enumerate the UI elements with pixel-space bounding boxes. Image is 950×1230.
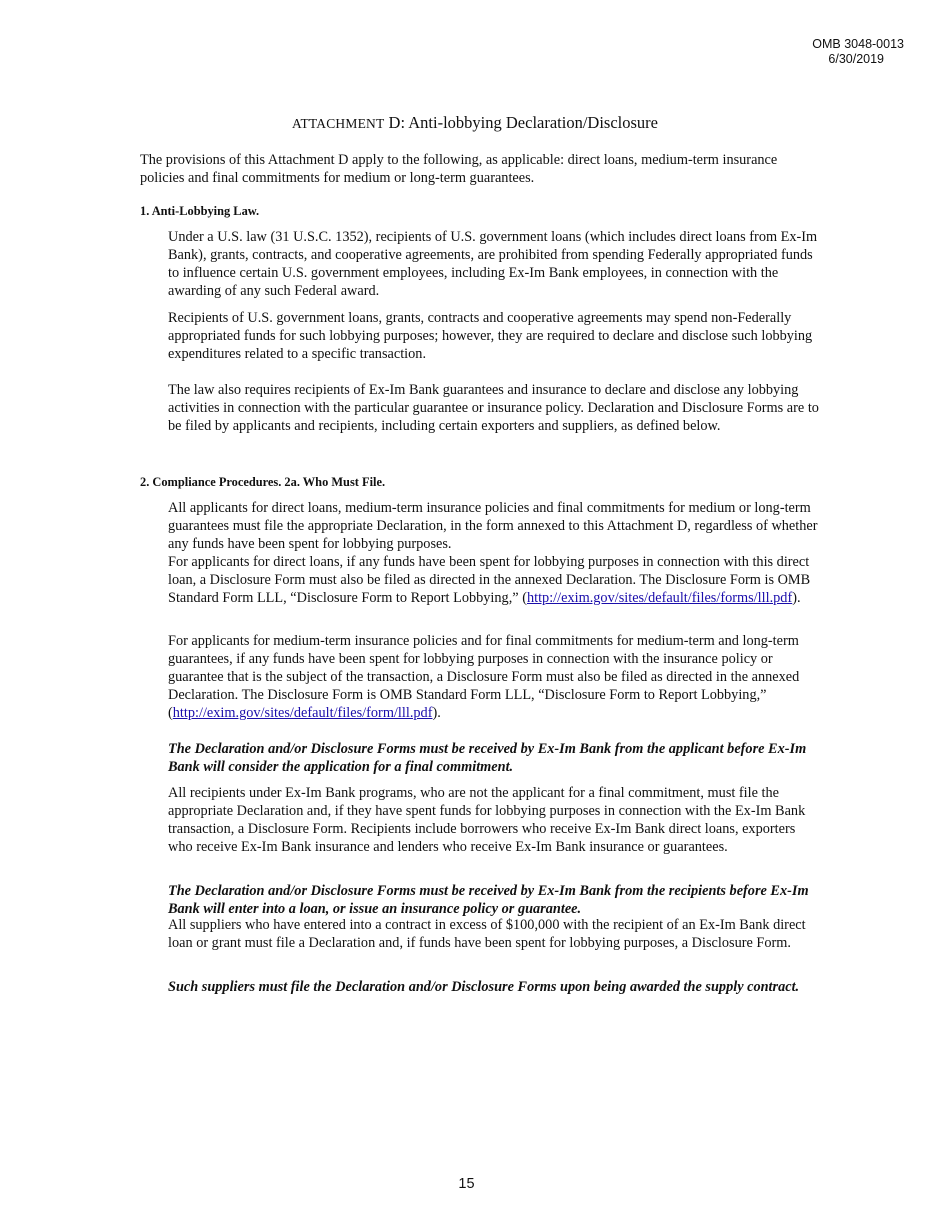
omb-date: 6/30/2019 bbox=[828, 52, 884, 66]
section-2-paragraph-3 bbox=[168, 632, 820, 722]
section-1-paragraph-3: The law also requires recipients of Ex-Im Bank guarantees and insurance to declare and disclose any lobbying activities in connection with the particular guarantee or insurance policy. Declaration and Disclosure Forms are to be filed by applicants and recipients, including certain exporters and suppliers, as defined below. bbox=[168, 382, 819, 435]
disclosure-form-link-insurance[interactable]: http://exim.gov/sites/default/files/form/lll.pdf bbox=[172, 705, 433, 722]
section-1-paragraph-2: Recipients of U.S. government loans, grants, contracts and cooperative agreements may spend non-Federally appropriated funds for such lobbying purposes; however, they are required to declare and disclose such lobbying expenditures related to a specific transaction. bbox=[168, 310, 813, 363]
section-1-heading: 1. Anti-Lobbying Law. bbox=[140, 204, 260, 218]
page-title bbox=[0, 113, 950, 133]
omb-control-number bbox=[794, 37, 904, 67]
omb-number: OMB 3048-0013 bbox=[812, 37, 904, 51]
section-2-paragraph-1: All applicants for direct loans, medium-term insurance policies and final commitments for medium or long-term guarantees must file the appropriate Declaration, in the form annexed to this Attachment D, regardless of whether any funds have been spent for lobbying purposes. bbox=[168, 500, 818, 553]
applicant-requirement-notice: The Declaration and/or Disclosure Forms must be received by Ex-Im Bank from the applicant before Ex-Im Bank will consider the application for a final commitment. bbox=[168, 741, 807, 776]
section-2-heading: 2. Compliance Procedures. 2a. Who Must File. bbox=[140, 475, 386, 489]
title-prefix: ATTACHMENT bbox=[292, 116, 385, 131]
section-2-paragraph-5: All suppliers who have entered into a contract in excess of $100,000 with the recipient of an Ex-Im Bank direct loan or grant must file a Declaration and, if funds have been spent for lobbying purposes, a Disclosure Form. bbox=[168, 917, 806, 952]
paragraph-3-text: For applicants for medium-term insurance policies and for final commitments for medium-term and long-term guarantees, if any funds have been spent for lobbying purposes in connection with the insurance policy or guarantee that is the subject of the transaction, a Disclosure Form must also be filed as directed in the annexed Declaration. The Disclosure Form is OMB Standard Form LLL, “Disclosure Form to Report Lobbying,” ( bbox=[168, 633, 800, 722]
disclosure-form-link-direct-loans[interactable]: http://exim.gov/sites/default/files/forms/lll.pdf bbox=[526, 590, 793, 607]
section-2-paragraph-4: All recipients under Ex-Im Bank programs, who are not the applicant for a final commitment, must file the appropriate Declaration and, if they have spent funds for lobbying purposes in connection with the Ex-Im Bank transaction, a Disclosure Form. Recipients include borrowers who receive Ex-Im Bank direct loans, exporters who receive Ex-Im Bank insurance and lenders who receive Ex-Im Bank insurance or guarantees. bbox=[168, 785, 806, 856]
section-2-paragraph-2 bbox=[168, 553, 820, 607]
page-number: 15 bbox=[458, 1176, 475, 1192]
paragraph-3-end: ). bbox=[432, 705, 441, 722]
supplier-requirement-notice: Such suppliers must file the Declaration and/or Disclosure Forms upon being awarded the supply contract. bbox=[168, 979, 800, 995]
paragraph-2-text: For applicants for direct loans, if any funds have been spent for lobbying purposes in connection with this direct loan, a Disclosure Form must also be filed as directed in the annexed Declaration. The Disclosure Form is OMB Standard Form LLL, “Disclosure Form to Report Lobbying,” ( bbox=[168, 554, 811, 607]
title-rest: D: Anti-lobbying Declaration/Disclosure bbox=[384, 113, 658, 132]
section-1-paragraph-1: Under a U.S. law (31 U.S.C. 1352), recipients of U.S. government loans (which includes direct loans from Ex-Im Bank), grants, contracts, and cooperative agreements, are prohibited from spending Federally appropriated funds to influence certain U.S. government employees, including Ex-Im Bank employees, in connection with the awarding of any such Federal award. bbox=[168, 229, 818, 300]
recipient-requirement-notice: The Declaration and/or Disclosure Forms must be received by Ex-Im Bank from the recipients before Ex-Im Bank will enter into a loan, or issue an insurance policy or guarantee. bbox=[168, 883, 809, 918]
paragraph-2-end: ). bbox=[792, 590, 801, 607]
intro-paragraph: The provisions of this Attachment D apply to the following, as applicable: direct loans, medium-term insurance policies and final commitments for medium or long-term guarantees. bbox=[140, 152, 778, 187]
